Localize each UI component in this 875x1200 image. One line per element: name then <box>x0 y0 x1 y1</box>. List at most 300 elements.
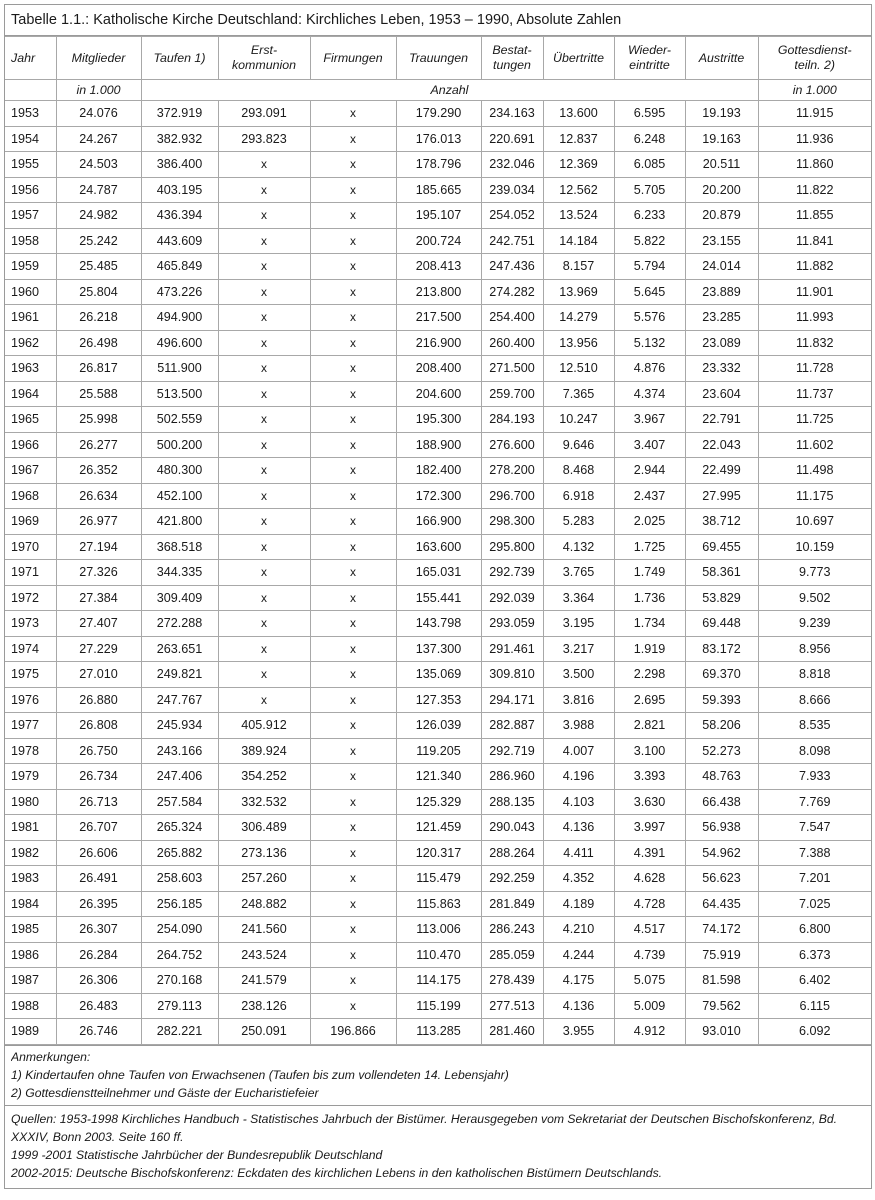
table-cell: 4.196 <box>543 764 614 790</box>
table-cell: 274.282 <box>481 279 543 305</box>
table-cell: 26.817 <box>56 356 141 382</box>
table-cell: 25.588 <box>56 381 141 407</box>
table-cell: 1.736 <box>614 585 685 611</box>
table-cell: 195.107 <box>396 203 481 229</box>
table-cell: x <box>218 254 310 280</box>
table-cell: 11.882 <box>758 254 871 280</box>
table-cell: 53.829 <box>685 585 758 611</box>
table-cell: x <box>218 330 310 356</box>
table-row <box>5 534 871 560</box>
table-cell: 7.769 <box>758 789 871 815</box>
table-cell: 155.441 <box>396 585 481 611</box>
table-cell: 13.524 <box>543 203 614 229</box>
table-cell: 3.955 <box>543 1019 614 1045</box>
table-row <box>5 560 871 586</box>
table-cell: 278.439 <box>481 968 543 994</box>
table-cell: 296.700 <box>481 483 543 509</box>
table-cell: 26.284 <box>56 942 141 968</box>
table-cell: 7.388 <box>758 840 871 866</box>
year-cell: 1977 <box>5 713 56 739</box>
table-row <box>5 764 871 790</box>
table-cell: 238.126 <box>218 993 310 1019</box>
table-cell: 25.485 <box>56 254 141 280</box>
table-cell: 3.997 <box>614 815 685 841</box>
table-cell: 11.175 <box>758 483 871 509</box>
table-cell: 234.163 <box>481 101 543 127</box>
table-row <box>5 279 871 305</box>
table-cell: x <box>218 228 310 254</box>
table-cell: 13.600 <box>543 101 614 127</box>
table-cell: 11.901 <box>758 279 871 305</box>
table-row <box>5 509 871 535</box>
table-cell: 10.159 <box>758 534 871 560</box>
column-header: Jahr <box>5 37 56 80</box>
table-cell: 6.085 <box>614 152 685 178</box>
table-cell: 66.438 <box>685 789 758 815</box>
table-cell: x <box>218 636 310 662</box>
unit-jahr <box>5 80 56 101</box>
table-cell: 500.200 <box>141 432 218 458</box>
table-cell: 26.395 <box>56 891 141 917</box>
table-cell: 421.800 <box>141 509 218 535</box>
year-cell: 1975 <box>5 662 56 688</box>
table-cell: 5.576 <box>614 305 685 331</box>
table-cell: 11.498 <box>758 458 871 484</box>
table-cell: 22.499 <box>685 458 758 484</box>
table-cell: 166.900 <box>396 509 481 535</box>
table-cell: 282.887 <box>481 713 543 739</box>
column-header: Mitglieder <box>56 37 141 80</box>
table-cell: 27.384 <box>56 585 141 611</box>
table-cell: 285.059 <box>481 942 543 968</box>
table-cell: 4.189 <box>543 891 614 917</box>
table-cell: 247.406 <box>141 764 218 790</box>
table-cell: 4.132 <box>543 534 614 560</box>
table-cell: 11.855 <box>758 203 871 229</box>
table-cell: 11.915 <box>758 101 871 127</box>
table-cell: 11.841 <box>758 228 871 254</box>
table-cell: 11.822 <box>758 177 871 203</box>
table-cell: 58.206 <box>685 713 758 739</box>
table-row <box>5 177 871 203</box>
table-cell: x <box>310 917 396 943</box>
table-cell: 178.796 <box>396 152 481 178</box>
table-cell: 271.500 <box>481 356 543 382</box>
table-cell: 242.751 <box>481 228 543 254</box>
table-cell: 165.031 <box>396 560 481 586</box>
table-cell: 137.300 <box>396 636 481 662</box>
table-cell: 6.115 <box>758 993 871 1019</box>
year-cell: 1955 <box>5 152 56 178</box>
table-cell: 113.285 <box>396 1019 481 1045</box>
column-header: Taufen 1) <box>141 37 218 80</box>
note-2: 2) Gottesdienstteilnehmer und Gäste der Eucharistiefeier <box>11 1085 319 1100</box>
table-cell: 3.765 <box>543 560 614 586</box>
table-cell: 9.773 <box>758 560 871 586</box>
table-cell: 254.400 <box>481 305 543 331</box>
table-cell: 48.763 <box>685 764 758 790</box>
table-row <box>5 356 871 382</box>
table-cell: 188.900 <box>396 432 481 458</box>
table-cell: x <box>218 381 310 407</box>
table-cell: 465.849 <box>141 254 218 280</box>
table-cell: 292.739 <box>481 560 543 586</box>
table-cell: x <box>310 789 396 815</box>
table-cell: 257.584 <box>141 789 218 815</box>
table-cell: x <box>310 509 396 535</box>
table-cell: 4.244 <box>543 942 614 968</box>
table-cell: x <box>310 840 396 866</box>
table-row <box>5 305 871 331</box>
table-cell: 26.880 <box>56 687 141 713</box>
table-cell: 248.882 <box>218 891 310 917</box>
table-cell: 6.248 <box>614 126 685 152</box>
table-cell: 26.606 <box>56 840 141 866</box>
table-body <box>5 101 871 1045</box>
table-row <box>5 662 871 688</box>
table-cell: 281.849 <box>481 891 543 917</box>
table-cell: 6.402 <box>758 968 871 994</box>
table-cell: 286.960 <box>481 764 543 790</box>
table-cell: 443.609 <box>141 228 218 254</box>
table-cell: 208.413 <box>396 254 481 280</box>
table-cell: 23.089 <box>685 330 758 356</box>
year-cell: 1953 <box>5 101 56 127</box>
table-row <box>5 713 871 739</box>
year-cell: 1985 <box>5 917 56 943</box>
year-cell: 1983 <box>5 866 56 892</box>
table-cell: 368.518 <box>141 534 218 560</box>
table-cell: 11.725 <box>758 407 871 433</box>
table-row <box>5 942 871 968</box>
table-cell: 403.195 <box>141 177 218 203</box>
table-cell: 293.091 <box>218 101 310 127</box>
table-cell: 265.882 <box>141 840 218 866</box>
unit-anzahl: Anzahl <box>141 80 758 101</box>
table-cell: 54.962 <box>685 840 758 866</box>
year-cell: 1980 <box>5 789 56 815</box>
table-row <box>5 968 871 994</box>
table-cell: 120.317 <box>396 840 481 866</box>
source-2: 1999 -2001 Statistische Jahrbücher der Bundesrepublik Deutschland <box>11 1147 383 1162</box>
table-cell: 272.288 <box>141 611 218 637</box>
table-cell: 27.326 <box>56 560 141 586</box>
table-cell: 6.800 <box>758 917 871 943</box>
year-cell: 1954 <box>5 126 56 152</box>
table-cell: 81.598 <box>685 968 758 994</box>
table-cell: 11.832 <box>758 330 871 356</box>
table-cell: x <box>310 942 396 968</box>
table-cell: 5.822 <box>614 228 685 254</box>
table-cell: 9.646 <box>543 432 614 458</box>
table-cell: x <box>218 356 310 382</box>
table-row <box>5 381 871 407</box>
table-cell: 12.837 <box>543 126 614 152</box>
year-cell: 1970 <box>5 534 56 560</box>
table-cell: 26.483 <box>56 993 141 1019</box>
table-cell: 6.373 <box>758 942 871 968</box>
table-cell: x <box>310 203 396 229</box>
table-cell: 26.634 <box>56 483 141 509</box>
table-cell: 8.956 <box>758 636 871 662</box>
notes-heading: Anmerkungen: <box>11 1049 91 1064</box>
table-cell: 4.912 <box>614 1019 685 1045</box>
table-cell: x <box>218 611 310 637</box>
year-cell: 1973 <box>5 611 56 637</box>
table-cell: 7.365 <box>543 381 614 407</box>
table-cell: 5.705 <box>614 177 685 203</box>
table-cell: 24.267 <box>56 126 141 152</box>
table-cell: x <box>310 305 396 331</box>
table-cell: 239.034 <box>481 177 543 203</box>
table-cell: 1.749 <box>614 560 685 586</box>
table-cell: 216.900 <box>396 330 481 356</box>
table-cell: 277.513 <box>481 993 543 1019</box>
table-cell: 11.737 <box>758 381 871 407</box>
table-cell: 5.009 <box>614 993 685 1019</box>
table-cell: 79.562 <box>685 993 758 1019</box>
table-cell: 3.100 <box>614 738 685 764</box>
table-cell: 4.876 <box>614 356 685 382</box>
table-cell: 281.460 <box>481 1019 543 1045</box>
table-cell: 258.603 <box>141 866 218 892</box>
table-cell: 4.210 <box>543 917 614 943</box>
table-cell: 263.651 <box>141 636 218 662</box>
table-cell: 83.172 <box>685 636 758 662</box>
table-row <box>5 840 871 866</box>
table-cell: 344.335 <box>141 560 218 586</box>
table-cell: 2.695 <box>614 687 685 713</box>
table-cell: 26.707 <box>56 815 141 841</box>
table-cell: 3.195 <box>543 611 614 637</box>
table-cell: 245.934 <box>141 713 218 739</box>
table-cell: 11.993 <box>758 305 871 331</box>
table-cell: x <box>218 407 310 433</box>
table-cell: 19.163 <box>685 126 758 152</box>
table-cell: 208.400 <box>396 356 481 382</box>
table-cell: 20.879 <box>685 203 758 229</box>
table-cell: 11.860 <box>758 152 871 178</box>
table-cell: 204.600 <box>396 381 481 407</box>
table-cell: 8.818 <box>758 662 871 688</box>
table-cell: x <box>218 509 310 535</box>
table-cell: x <box>310 101 396 127</box>
table-cell: 135.069 <box>396 662 481 688</box>
table-cell: 163.600 <box>396 534 481 560</box>
table-row <box>5 432 871 458</box>
table-row <box>5 1019 871 1045</box>
table-cell: 200.724 <box>396 228 481 254</box>
table-row <box>5 126 871 152</box>
table-cell: x <box>218 534 310 560</box>
table-cell: 288.135 <box>481 789 543 815</box>
table-cell: 270.168 <box>141 968 218 994</box>
year-cell: 1974 <box>5 636 56 662</box>
table-cell: 24.503 <box>56 152 141 178</box>
table-cell: x <box>310 330 396 356</box>
table-cell: 3.217 <box>543 636 614 662</box>
table-cell: 172.300 <box>396 483 481 509</box>
source-1: Quellen: 1953-1998 Kirchliches Handbuch - Statistisches Jahrbuch der Bistümer. Herausgegeben vom Sekretariat der Deutschen Bischofskonferenz, Bd. XXXIV, Bonn 2003. Seite 160 ff. <box>11 1111 838 1144</box>
table-cell: x <box>310 611 396 637</box>
column-header: Gottesdienst- teiln. 2) <box>758 37 871 80</box>
table-cell: 284.193 <box>481 407 543 433</box>
table-cell: x <box>218 560 310 586</box>
table-cell: 254.090 <box>141 917 218 943</box>
table-row <box>5 483 871 509</box>
table-cell: 3.988 <box>543 713 614 739</box>
table-cell: 2.437 <box>614 483 685 509</box>
table-cell: 372.919 <box>141 101 218 127</box>
unit-mitglieder: in 1.000 <box>56 80 141 101</box>
table-cell: 286.243 <box>481 917 543 943</box>
table-cell: 259.700 <box>481 381 543 407</box>
table-cell: 452.100 <box>141 483 218 509</box>
table-cell: 4.103 <box>543 789 614 815</box>
table-cell: 3.407 <box>614 432 685 458</box>
table-cell: 260.400 <box>481 330 543 356</box>
table-row <box>5 789 871 815</box>
table-cell: 292.039 <box>481 585 543 611</box>
table-cell: 4.136 <box>543 815 614 841</box>
table-row <box>5 636 871 662</box>
table-cell: 25.242 <box>56 228 141 254</box>
unit-gottesdienst: in 1.000 <box>758 80 871 101</box>
year-cell: 1984 <box>5 891 56 917</box>
table-cell: x <box>310 152 396 178</box>
table-cell: 26.808 <box>56 713 141 739</box>
table-cell: 176.013 <box>396 126 481 152</box>
year-cell: 1964 <box>5 381 56 407</box>
table-row <box>5 866 871 892</box>
table-cell: 10.247 <box>543 407 614 433</box>
column-header: Firmungen <box>310 37 396 80</box>
table-cell: 247.436 <box>481 254 543 280</box>
table-cell: 241.579 <box>218 968 310 994</box>
table-cell: 4.007 <box>543 738 614 764</box>
table-cell: x <box>310 228 396 254</box>
table-cell: 23.332 <box>685 356 758 382</box>
table-cell: 114.175 <box>396 968 481 994</box>
table-cell: 56.938 <box>685 815 758 841</box>
column-header: Trauungen <box>396 37 481 80</box>
table-cell: 64.435 <box>685 891 758 917</box>
table-cell: 232.046 <box>481 152 543 178</box>
table-cell: 127.353 <box>396 687 481 713</box>
table-cell: 24.076 <box>56 101 141 127</box>
table-row <box>5 228 871 254</box>
table-row <box>5 993 871 1019</box>
table-cell: x <box>310 993 396 1019</box>
table-cell: x <box>310 407 396 433</box>
table-cell: 389.924 <box>218 738 310 764</box>
table-cell: 25.804 <box>56 279 141 305</box>
year-cell: 1972 <box>5 585 56 611</box>
year-cell: 1982 <box>5 840 56 866</box>
table-cell: 11.728 <box>758 356 871 382</box>
table-cell: 27.229 <box>56 636 141 662</box>
table-cell: 195.300 <box>396 407 481 433</box>
table-title: Tabelle 1.1.: Katholische Kirche Deutschland: Kirchliches Leben, 1953 – 1990, Absolute Zahlen <box>5 5 871 36</box>
table-cell: 93.010 <box>685 1019 758 1045</box>
table-cell: 26.307 <box>56 917 141 943</box>
year-cell: 1960 <box>5 279 56 305</box>
table-cell: x <box>310 356 396 382</box>
table-cell: 480.300 <box>141 458 218 484</box>
table-cell: 115.863 <box>396 891 481 917</box>
table-cell: 75.919 <box>685 942 758 968</box>
table-cell: 19.193 <box>685 101 758 127</box>
table-cell: 38.712 <box>685 509 758 535</box>
table-cell: x <box>310 687 396 713</box>
table-cell: 22.791 <box>685 407 758 433</box>
source-3: 2002-2015: Deutsche Bischofskonferenz: Eckdaten des kirchlichen Lebens in den katholischen Bistümern Deutschlands. <box>11 1165 663 1180</box>
table-cell: 2.298 <box>614 662 685 688</box>
table-cell: 11.936 <box>758 126 871 152</box>
table-cell: 293.823 <box>218 126 310 152</box>
table-row <box>5 203 871 229</box>
table-cell: x <box>310 254 396 280</box>
table-cell: x <box>218 177 310 203</box>
column-header: Wieder- eintritte <box>614 37 685 80</box>
note-1: 1) Kindertaufen ohne Taufen von Erwachsenen (Taufen bis zum vollendeten 14. Lebensjahr) <box>11 1067 509 1082</box>
table-cell: 59.393 <box>685 687 758 713</box>
table-cell: 113.006 <box>396 917 481 943</box>
table-cell: x <box>310 636 396 662</box>
table-cell: 276.600 <box>481 432 543 458</box>
table-cell: 473.226 <box>141 279 218 305</box>
year-cell: 1976 <box>5 687 56 713</box>
table-cell: x <box>310 815 396 841</box>
table-cell: 5.132 <box>614 330 685 356</box>
table-cell: 52.273 <box>685 738 758 764</box>
table-cell: 306.489 <box>218 815 310 841</box>
table-row <box>5 585 871 611</box>
table-cell: 292.719 <box>481 738 543 764</box>
table-cell: 405.912 <box>218 713 310 739</box>
table-cell: 8.098 <box>758 738 871 764</box>
table-cell: 264.752 <box>141 942 218 968</box>
table-cell: 309.810 <box>481 662 543 688</box>
table-cell: x <box>310 483 396 509</box>
table-cell: 5.075 <box>614 968 685 994</box>
table-cell: x <box>218 687 310 713</box>
table-cell: 4.628 <box>614 866 685 892</box>
year-cell: 1956 <box>5 177 56 203</box>
table-cell: 241.560 <box>218 917 310 943</box>
table-cell: 4.739 <box>614 942 685 968</box>
table-cell: x <box>218 662 310 688</box>
table-cell: 511.900 <box>141 356 218 382</box>
year-cell: 1957 <box>5 203 56 229</box>
table-cell: 23.155 <box>685 228 758 254</box>
table-cell: 26.977 <box>56 509 141 535</box>
table-cell: 4.374 <box>614 381 685 407</box>
table-row <box>5 815 871 841</box>
notes-section <box>5 1045 871 1105</box>
table-cell: x <box>218 432 310 458</box>
table-cell: x <box>310 458 396 484</box>
table-cell: 250.091 <box>218 1019 310 1045</box>
table-cell: 4.136 <box>543 993 614 1019</box>
table-cell: 2.821 <box>614 713 685 739</box>
table-cell: 27.010 <box>56 662 141 688</box>
table-cell: x <box>310 866 396 892</box>
table-cell: 273.136 <box>218 840 310 866</box>
table-cell: 382.932 <box>141 126 218 152</box>
table-cell: 4.352 <box>543 866 614 892</box>
table-row <box>5 330 871 356</box>
